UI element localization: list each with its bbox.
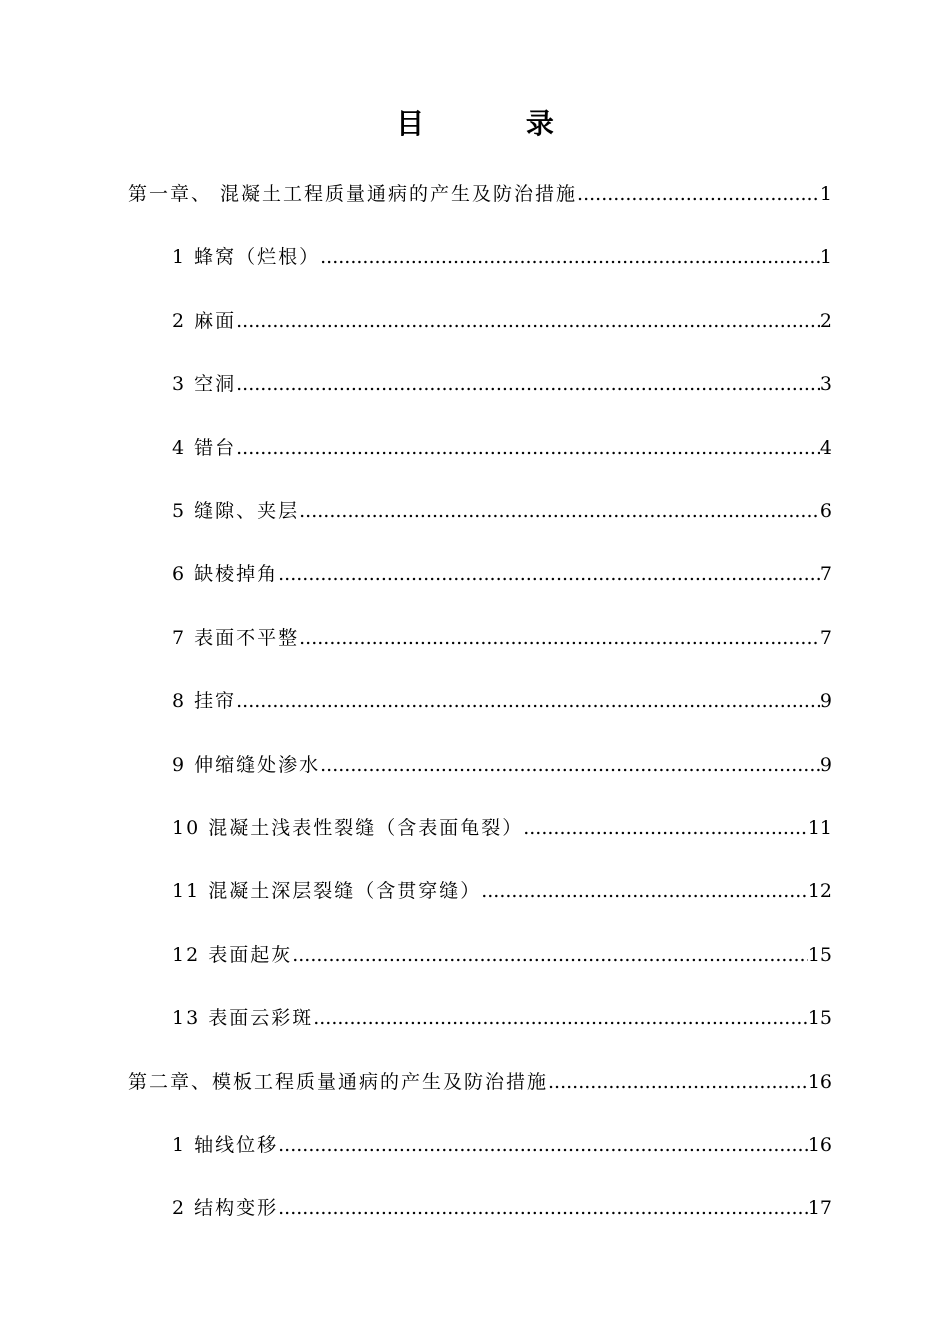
toc-section-entry[interactable] [172, 239, 832, 275]
toc-page-number: 15 [807, 944, 832, 966]
toc-page-number: 16 [807, 1071, 832, 1093]
toc-chapter-entry[interactable] [128, 1064, 832, 1100]
toc-page-number: 9 [819, 690, 832, 712]
toc-section-entry[interactable] [172, 937, 832, 973]
page-title: 目 录 [396, 107, 600, 140]
toc-entry-label: 2 结构变形 [172, 1197, 279, 1219]
toc-entry-label: 1 轴线位移 [172, 1134, 279, 1156]
toc-section-entry[interactable] [172, 1190, 832, 1226]
toc-section-entry[interactable] [172, 747, 832, 783]
toc-entry-label: 11 混凝土深层裂缝（含贯穿缝） [172, 880, 482, 902]
toc-page-number: 1 [819, 183, 832, 205]
toc-section-entry[interactable] [172, 873, 832, 909]
toc-entry-label: 1 蜂窝（烂根） [172, 246, 321, 268]
toc-entry-label: 4 错台 [172, 437, 237, 459]
toc-dot-leader [278, 1190, 808, 1226]
toc-dot-leader [320, 747, 820, 783]
toc-entry-label: 2 麻面 [172, 310, 237, 332]
toc-dot-leader [236, 303, 820, 339]
toc-page-number: 7 [819, 627, 832, 649]
toc-section-entry[interactable] [172, 303, 832, 339]
toc-dot-leader [299, 493, 820, 529]
toc-page-number: 16 [807, 1134, 832, 1156]
toc-chapter-entry[interactable] [128, 176, 832, 212]
toc-entry-label: 5 缝隙、夹层 [172, 500, 300, 522]
toc-dot-leader [292, 937, 808, 973]
toc-page-number: 2 [819, 310, 832, 332]
toc-page-number: 7 [819, 563, 832, 585]
toc-page-number: 9 [819, 754, 832, 776]
toc-page-number: 11 [807, 817, 832, 839]
toc-dot-leader [236, 366, 820, 402]
toc-section-entry[interactable] [172, 430, 832, 466]
toc-section-entry[interactable] [172, 493, 832, 529]
toc-dot-leader [320, 239, 820, 275]
toc-dot-leader [236, 683, 820, 719]
toc-entry-label: 第二章、模板工程质量通病的产生及防治措施 [128, 1071, 549, 1093]
toc-entry-label: 7 表面不平整 [172, 627, 300, 649]
toc-section-entry[interactable] [172, 556, 832, 592]
toc-entry-label: 10 混凝土浅表性裂缝（含表面龟裂） [172, 817, 524, 839]
toc-section-entry[interactable] [172, 366, 832, 402]
toc-entry-label: 3 空洞 [172, 373, 237, 395]
toc-dot-leader [523, 810, 808, 846]
toc-section-entry[interactable] [172, 1127, 832, 1163]
toc-section-entry[interactable] [172, 683, 832, 719]
toc-page-number: 1 [819, 246, 832, 268]
toc-page-number: 12 [807, 880, 832, 902]
toc-page-number: 6 [819, 500, 832, 522]
toc-dot-leader [278, 556, 820, 592]
toc-page-number: 4 [819, 437, 832, 459]
toc-dot-leader [577, 176, 820, 212]
toc-page-number: 3 [819, 373, 832, 395]
toc-dot-leader [278, 1127, 808, 1163]
toc-page-number: 17 [807, 1197, 832, 1219]
toc-section-entry[interactable] [172, 620, 832, 656]
toc-dot-leader [548, 1064, 808, 1100]
toc-entry-label: 第一章、 混凝土工程质量通病的产生及防治措施 [128, 183, 578, 205]
toc-entry-label: 9 伸缩缝处渗水 [172, 754, 321, 776]
toc-dot-leader [299, 620, 820, 656]
toc-entry-label: 6 缺棱掉角 [172, 563, 279, 585]
toc-entry-label: 8 挂帘 [172, 690, 237, 712]
toc-entry-label: 12 表面起灰 [172, 944, 293, 966]
toc-dot-leader [313, 1000, 808, 1036]
toc-dot-leader [481, 873, 808, 909]
toc-section-entry[interactable] [172, 810, 832, 846]
toc-entry-label: 13 表面云彩斑 [172, 1007, 314, 1029]
toc-dot-leader [236, 430, 820, 466]
toc-section-entry[interactable] [172, 1000, 832, 1036]
toc-page-number: 15 [807, 1007, 832, 1029]
